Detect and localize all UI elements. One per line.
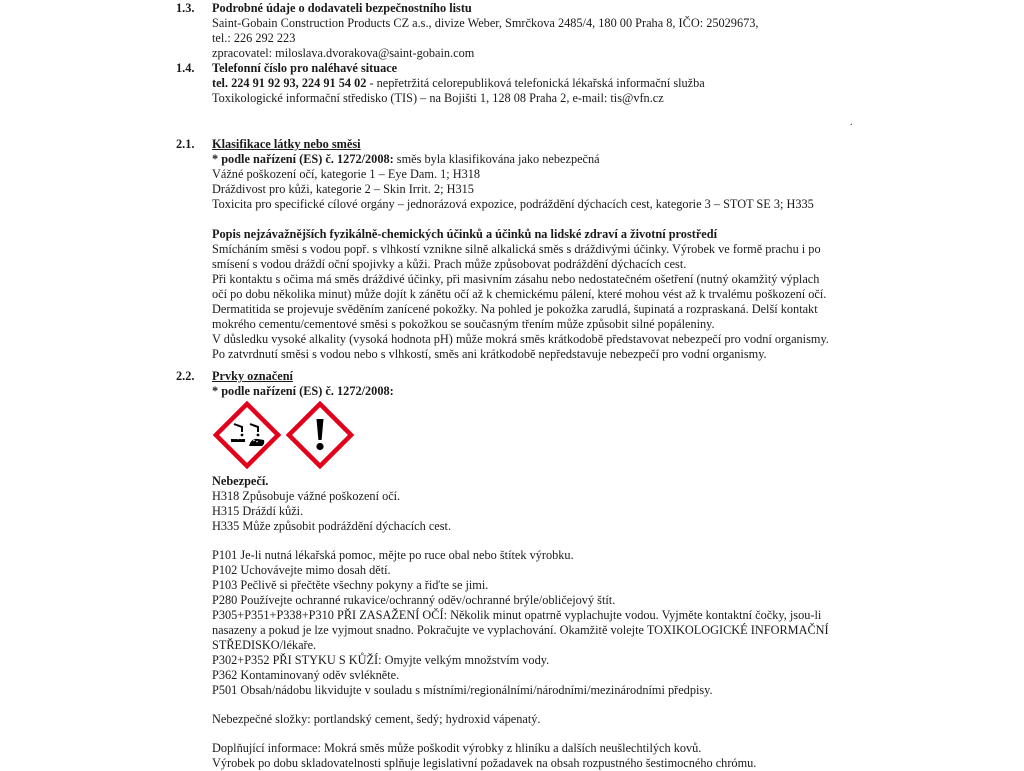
hazard-statement: H315 Dráždí kůži. — [212, 504, 304, 518]
regulation-line — [212, 152, 852, 167]
classification-summary: směs byla klasifikována jako nebezpečná — [393, 152, 600, 166]
hazard-statement: H318 Způsobuje vážné poškození očí. — [212, 489, 401, 503]
classification-item: Toxicita pro specifické cílové orgány – jednorázová expozice, podráždění dýchacích cest, kategorie 3 – STOT SE 3; H335 — [212, 197, 814, 211]
hazard-statement: H335 Může způsobit podráždění dýchacích cest. — [212, 519, 452, 533]
section-number: 2.1. — [176, 137, 195, 151]
precautionary-statement: P103 Pečlivě si přečtěte všechny pokyny a řiďte se jimi. — [212, 578, 489, 592]
precautionary-statement: P305+P351+P338+P310 PŘI ZASAŽENÍ OČÍ: Několik minut opatrně vyplachujte vodou. Vyjměte kontaktní čočky, jsou-li — [212, 608, 822, 622]
section-body — [212, 61, 852, 106]
section-title: Prvky označení — [212, 369, 293, 383]
effects-line: očí po dobu několika minut) může dojít k zánětu očí až k chemickému pálení, které mohou vést až k trvalému poškození očí. — [212, 287, 827, 301]
section-number: 2.2. — [176, 369, 195, 383]
section-body — [212, 137, 852, 362]
effects-line: smísení s vodou dráždí oční spojivky a kůži. Prach může způsobovat podráždění dýchacích cest. — [212, 257, 687, 271]
corrosion-pictogram — [212, 400, 282, 470]
ghs-pictograms — [212, 399, 852, 474]
effects-line: Při kontaktu s očima má směs dráždivé účinky, při masivním zásahu nebo nedostatečném ošetření (nutný okamžitý výplach — [212, 272, 820, 286]
section-title: Telefonní číslo pro naléhavé situace — [212, 61, 398, 75]
section-number: 1.3. — [176, 1, 195, 15]
section-number: 1.4. — [176, 61, 195, 75]
effects-line: mokrého cementu/cementové směsi s pokožkou se současným třením může způsobit silné popáleniny. — [212, 317, 715, 331]
regulation-reference: * podle nařízení (ES) č. 1272/2008: — [212, 152, 394, 166]
precautionary-statement: P280 Používejte ochranné rukavice/ochranný oděv/ochranné brýle/obličejový štít. — [212, 593, 616, 607]
effects-line: V důsledku vysoké alkality (vysoká hodnota pH) může mokrá směs krátkodobě představovat nebezpečí pro vodní organismy. — [212, 332, 829, 346]
tis-contact: Toxikologické informační středisko (TIS) – na Bojišti 1, 128 08 Praha 2, e-mail: tis@vfn.cz — [212, 91, 664, 105]
precautionary-statement: P102 Uchovávejte mimo dosah dětí. — [212, 563, 391, 577]
classification-item: Vážné poškození očí, kategorie 1 – Eye Dam. 1; H318 — [212, 167, 481, 181]
section-body — [212, 369, 852, 771]
section-title: Podrobné údaje o dodavateli bezpečnostního listu — [212, 1, 472, 15]
additional-info: Výrobek po dobu skladovatelnosti splňuje legislativní požadavek na obsah rozpustného šestimocného chrómu. — [212, 756, 757, 770]
precautionary-statement: P362 Kontaminovaný oděv svlékněte. — [212, 668, 400, 682]
additional-info: Doplňující informace: Mokrá směs může poškodit výrobky z hliníku a dalších neušlechtilých kovů. — [212, 741, 702, 755]
section-title: Klasifikace látky nebo směsi — [212, 137, 361, 151]
hazardous-components: Nebezpečné složky: portlandský cement, šedý; hydroxid vápenatý. — [212, 712, 541, 726]
supplier-address: Saint-Gobain Construction Products CZ a.s., divize Weber, Smrčkova 2485/4, 180 00 Praha 8, IČO: 25029673, — [212, 16, 759, 30]
precautionary-statement: P101 Je-li nutná lékařská pomoc, mějte po ruce obal nebo štítek výrobku. — [212, 548, 574, 562]
precautionary-statement: P501 Obsah/nádobu likvidujte v souladu s místními/regionálními/národními/mezinárodními předpisy. — [212, 683, 713, 697]
precautionary-statement: nasazeny a pokud je lze vyjmout snadno. Pokračujte ve vyplachování. Okamžitě volejte TOXIKOLOGICKÉ INFORMAČNÍ — [212, 623, 829, 637]
signal-word: Nebezpečí. — [212, 474, 269, 488]
regulation-reference: * podle nařízení (ES) č. 1272/2008: — [212, 384, 394, 398]
section-body — [212, 1, 852, 61]
precautionary-statement: P302+P352 PŘI STYKU S KŮŽÍ: Omyjte velkým množstvím vody. — [212, 653, 550, 667]
classification-item: Dráždivost pro kůži, kategorie 2 – Skin Irrit. 2; H315 — [212, 182, 474, 196]
exclamation-pictogram — [285, 400, 355, 470]
emergency-phone-line — [212, 76, 852, 91]
effects-line: Dermatitida se projevuje svěděním zanícené pokožky. Na pohled je pokožka zarudlá, šupinatá a rozpraskaná. Delší kontakt — [212, 302, 818, 316]
effects-line: Po zatvrdnutí směsi s vodou nebo s vlhkostí, směs ani krátkodobě nepředstavuje nebezpečí pro vodní organismy. — [212, 347, 767, 361]
supplier-contact-email: zpracovatel: miloslava.dvorakova@saint-gobain.com — [212, 46, 475, 60]
effects-line: Smícháním směsi s vodou popř. s vlhkostí vznikne silně alkalická směs s dráždivými účinky. Výrobek ve formě prachu i po — [212, 242, 821, 256]
precautionary-statement: STŘEDISKO/lékaře. — [212, 638, 317, 652]
emergency-phone-description: - nepřetržitá celorepubliková telefonická lékařská informační služba — [366, 76, 705, 90]
stray-dot: . — [850, 117, 853, 128]
emergency-phone-numbers: tel. 224 91 92 93, 224 91 54 02 — [212, 76, 367, 90]
supplier-phone: tel.: 226 292 223 — [212, 31, 296, 45]
effects-title: Popis nejzávažnějších fyzikálně-chemických účinků a účinků na lidské zdraví a životní prostředí — [212, 227, 717, 241]
